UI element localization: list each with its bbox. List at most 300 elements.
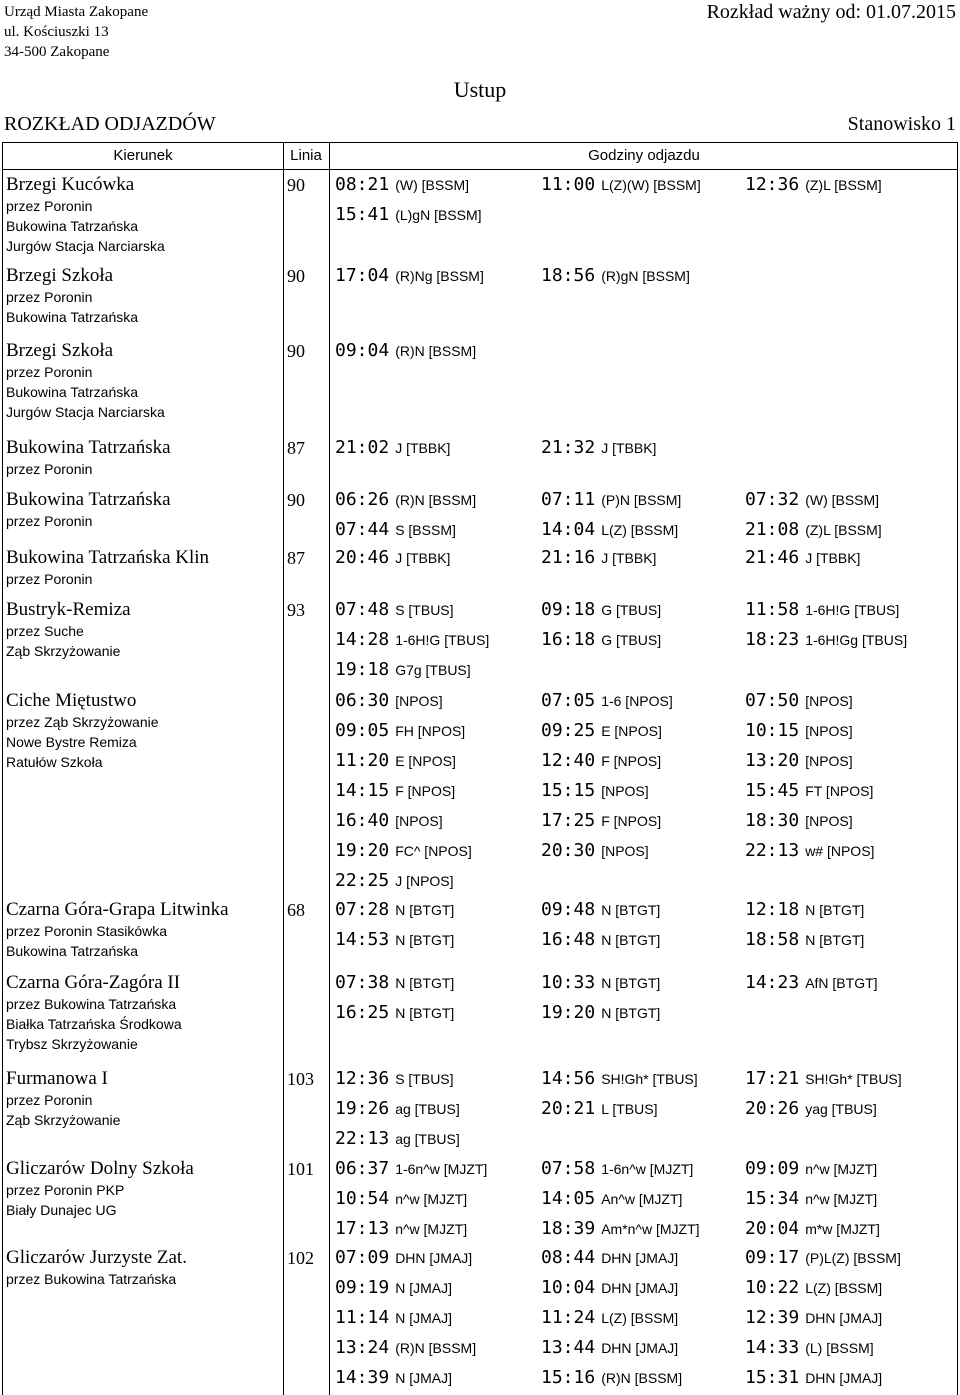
departure-marks: (L) [BSSM] <box>805 1340 874 1356</box>
route-direction <box>6 1068 282 1130</box>
departure-time: 19:26 <box>335 1098 390 1119</box>
via-stop: przez Poronin <box>6 571 93 587</box>
departure <box>335 547 450 570</box>
departure-row <box>333 1068 958 1098</box>
departure-time: 15:45 <box>745 780 800 801</box>
destination-name: Furmanowa I <box>6 1068 108 1089</box>
departure-times <box>333 174 958 234</box>
via-stop: przez Poronin <box>6 461 93 477</box>
departure-time: 12:18 <box>745 899 800 920</box>
departure <box>335 1002 454 1025</box>
departure-time: 11:58 <box>745 599 800 620</box>
departure-time: 14:23 <box>745 972 800 993</box>
departure-time: 21:46 <box>745 547 800 568</box>
departure-time: 14:04 <box>541 519 596 540</box>
departure-marks: (R)N [BSSM] <box>395 492 477 508</box>
departure-time: 07:11 <box>541 489 596 510</box>
departure <box>541 929 660 952</box>
via-stop: Bukowina Tatrzańska <box>6 384 139 400</box>
departure <box>335 870 454 893</box>
departure-times <box>333 690 958 900</box>
departure-time: 20:26 <box>745 1098 800 1119</box>
via-stop: Ząb Skrzyżowanie <box>6 1112 121 1128</box>
departure <box>745 840 874 863</box>
departure-marks: G [TBUS] <box>601 632 662 648</box>
departure <box>541 1218 700 1241</box>
departure <box>745 1337 874 1360</box>
departure-marks: n^w [MJZT] <box>805 1191 878 1207</box>
departure-marks: N [BTGT] <box>601 902 661 918</box>
departure-time: 09:18 <box>541 599 596 620</box>
departure-times <box>333 340 958 370</box>
departure <box>335 929 454 952</box>
departure <box>541 629 661 652</box>
departure-marks: (P)L(Z) [BSSM] <box>805 1250 901 1266</box>
departure-time: 06:30 <box>335 690 390 711</box>
departure-row <box>333 519 958 549</box>
departure-time: 13:24 <box>335 1337 390 1358</box>
via-stop: przez Suche <box>6 623 84 639</box>
departure <box>745 547 860 570</box>
via-stop: przez Poronin <box>6 198 93 214</box>
departure-time: 09:19 <box>335 1277 390 1298</box>
departure <box>335 437 450 460</box>
departure <box>745 780 873 803</box>
departure <box>541 1002 660 1025</box>
departure <box>335 1158 487 1181</box>
departure-marks: n^w [MJZT] <box>805 1161 878 1177</box>
destination-name: Brzegi Szkoła <box>6 340 114 361</box>
route-direction <box>6 1158 282 1220</box>
departure-marks: J [TBBK] <box>805 550 861 566</box>
departure <box>335 659 471 682</box>
departure-marks: L(Z)(W) [BSSM] <box>601 177 701 193</box>
stop-name: Ustup <box>453 77 507 102</box>
departure-time: 12:36 <box>335 1068 390 1089</box>
departure-marks: [NPOS] <box>805 723 853 739</box>
departure-time: 19:20 <box>335 840 390 861</box>
departure <box>541 750 661 773</box>
departure-row <box>333 1307 958 1337</box>
departure-marks: [NPOS] <box>395 813 443 829</box>
departure-marks: (P)N [BSSM] <box>601 492 682 508</box>
departure-row <box>333 340 958 370</box>
via-stop: Nowe Bystre Remiza <box>6 734 137 750</box>
departure-times <box>333 437 958 467</box>
departure <box>335 519 456 542</box>
departure-marks: FH [NPOS] <box>395 723 466 739</box>
departure-marks: [NPOS] <box>601 843 649 859</box>
departure-marks: N [BTGT] <box>805 902 865 918</box>
departure-marks: 1-6 [NPOS] <box>601 693 673 709</box>
departure <box>335 174 469 197</box>
departure-time: 15:31 <box>745 1367 800 1388</box>
departure <box>541 174 701 197</box>
departure <box>335 1277 452 1300</box>
departure-marks: (R)Ng [BSSM] <box>395 268 484 284</box>
departure-marks: J [NPOS] <box>395 873 454 889</box>
departure <box>541 265 690 288</box>
departure-marks: N [BTGT] <box>601 932 661 948</box>
destination-name: Bukowina Tatrzańska Klin <box>6 547 210 568</box>
departure-marks: N [BTGT] <box>805 932 865 948</box>
departure-time: 17:13 <box>335 1218 390 1239</box>
departure-marks: S [BSSM] <box>395 522 456 538</box>
departure <box>745 972 878 995</box>
departure-row <box>333 810 958 840</box>
departure-marks: 1-6H!G [TBUS] <box>395 632 490 648</box>
departure-marks: FT [NPOS] <box>805 783 874 799</box>
departure-time: 07:32 <box>745 489 800 510</box>
line-number: 103 <box>287 1069 314 1089</box>
departure <box>335 810 443 833</box>
departure <box>541 780 649 803</box>
departure-time: 10:22 <box>745 1277 800 1298</box>
departure-row <box>333 1218 958 1248</box>
departure-time: 09:04 <box>335 340 390 361</box>
departure-marks: [NPOS] <box>805 693 853 709</box>
via-stop: przez Bukowina Tatrzańska <box>6 996 177 1012</box>
route-direction <box>6 174 282 256</box>
departure-row <box>333 1247 958 1277</box>
departure-time: 20:46 <box>335 547 390 568</box>
departure-row <box>333 547 958 577</box>
departure <box>335 265 484 288</box>
departure-marks: N [BTGT] <box>395 902 455 918</box>
departure-time: 17:21 <box>745 1068 800 1089</box>
via-stop: przez Ząb Skrzyżowanie <box>6 714 159 730</box>
departure-time: 21:02 <box>335 437 390 458</box>
departure-time: 14:33 <box>745 1337 800 1358</box>
route-direction <box>6 340 282 422</box>
departure-times <box>333 972 958 1032</box>
via-stop: Bukowina Tatrzańska <box>6 218 139 234</box>
departure-row <box>333 489 958 519</box>
departure-marks: Am*n^w [MJZT] <box>601 1221 700 1237</box>
departure-row <box>333 659 958 689</box>
departure-row <box>333 750 958 780</box>
departure-time: 14:53 <box>335 929 390 950</box>
route-direction <box>6 489 282 531</box>
departure-marks: SH!Gh* [TBUS] <box>601 1071 698 1087</box>
departure-marks: (Z)L [BSSM] <box>805 522 882 538</box>
departure-times <box>333 899 958 959</box>
departure-marks: w# [NPOS] <box>805 843 875 859</box>
departure-marks: F [NPOS] <box>395 783 456 799</box>
departure <box>541 690 673 713</box>
departure-marks: E [NPOS] <box>395 753 456 769</box>
departure <box>541 1188 682 1211</box>
departure-marks: N [JMAJ] <box>395 1370 452 1386</box>
departure-time: 18:23 <box>745 629 800 650</box>
departure-marks: An^w [MJZT] <box>601 1191 683 1207</box>
column-divider <box>329 143 330 1395</box>
departure <box>335 720 465 743</box>
departure <box>541 1367 682 1390</box>
departure <box>335 780 455 803</box>
departure-time: 07:48 <box>335 599 390 620</box>
departure-time: 14:15 <box>335 780 390 801</box>
departure <box>335 629 489 652</box>
departure-marks: (L)gN [BSSM] <box>395 207 482 223</box>
route-direction <box>6 899 282 961</box>
departure-time: 16:25 <box>335 1002 390 1023</box>
departure-times <box>333 1068 958 1158</box>
departure-time: 06:37 <box>335 1158 390 1179</box>
departure-marks: FC^ [NPOS] <box>395 843 472 859</box>
departure <box>745 1158 877 1181</box>
departure <box>541 547 656 570</box>
departure-time: 12:39 <box>745 1307 800 1328</box>
departure <box>541 489 681 512</box>
departure-time: 10:15 <box>745 720 800 741</box>
departure <box>745 810 853 833</box>
departure-row <box>333 1158 958 1188</box>
departure <box>745 519 882 542</box>
departure <box>745 1247 901 1270</box>
departure-time: 19:18 <box>335 659 390 680</box>
departure-row <box>333 1337 958 1367</box>
departure-time: 13:20 <box>745 750 800 771</box>
departure-marks: [NPOS] <box>805 813 853 829</box>
departure-time: 18:30 <box>745 810 800 831</box>
destination-name: Bustryk-Remiza <box>6 599 131 620</box>
departure-row <box>333 1277 958 1307</box>
departure-marks: N [BTGT] <box>601 975 661 991</box>
departure-time: 07:05 <box>541 690 596 711</box>
line-number: 90 <box>287 175 305 195</box>
departure-marks: N [JMAJ] <box>395 1310 452 1326</box>
departure-row <box>333 690 958 720</box>
departure-marks: 1-6H!G [TBUS] <box>805 602 900 618</box>
departure <box>335 340 476 363</box>
departure-time: 14:39 <box>335 1367 390 1388</box>
departure-time: 16:18 <box>541 629 596 650</box>
departure-time: 11:00 <box>541 174 596 195</box>
departure-row <box>333 437 958 467</box>
departure-marks: SH!Gh* [TBUS] <box>805 1071 902 1087</box>
departure-time: 21:08 <box>745 519 800 540</box>
departure-marks: N [BTGT] <box>395 1005 455 1021</box>
departure <box>745 1098 877 1121</box>
destination-name: Ciche Miętustwo <box>6 690 137 711</box>
departure-time: 08:44 <box>541 1247 596 1268</box>
line-number: 90 <box>287 266 305 286</box>
departure-marks: DHN [JMAJ] <box>601 1250 679 1266</box>
departure-marks: [NPOS] <box>601 783 649 799</box>
departure-marks: G [TBUS] <box>601 602 662 618</box>
destination-name: Czarna Góra-Grapa Litwinka <box>6 899 229 920</box>
departure <box>745 174 882 197</box>
via-stop: przez Poronin <box>6 289 93 305</box>
via-stop: przez Poronin PKP <box>6 1182 125 1198</box>
departure-row <box>333 929 958 959</box>
departure-time: 15:34 <box>745 1188 800 1209</box>
route-direction <box>6 599 282 661</box>
departure-time: 18:39 <box>541 1218 596 1239</box>
table-header <box>3 143 957 170</box>
departure-marks: F [NPOS] <box>601 753 662 769</box>
departure-time: 08:21 <box>335 174 390 195</box>
departure-time: 12:36 <box>745 174 800 195</box>
departure-marks: L(Z) [BSSM] <box>601 522 679 538</box>
departure-times <box>333 1158 958 1248</box>
via-stop: Ząb Skrzyżowanie <box>6 643 121 659</box>
departure <box>541 1307 678 1330</box>
departure-marks: [NPOS] <box>805 753 853 769</box>
timetable <box>2 142 958 1395</box>
departure-row <box>333 899 958 929</box>
departure-row <box>333 265 958 295</box>
departure-time: 10:33 <box>541 972 596 993</box>
departure-marks: (W) [BSSM] <box>395 177 470 193</box>
via-stop: Bukowina Tatrzańska <box>6 309 139 325</box>
departure-time: 14:05 <box>541 1188 596 1209</box>
departure-time: 12:40 <box>541 750 596 771</box>
destination-name: Bukowina Tatrzańska <box>6 489 171 510</box>
line-number: 90 <box>287 490 305 510</box>
departure <box>745 720 853 743</box>
departure-times <box>333 1247 958 1395</box>
departure <box>745 1218 880 1241</box>
departure-marks: 1-6n^w [MJZT] <box>601 1161 694 1177</box>
departure <box>335 1128 460 1151</box>
departure <box>335 1247 472 1270</box>
departure <box>745 929 864 952</box>
destination-name: Brzegi Szkoła <box>6 265 114 286</box>
departure-time: 07:38 <box>335 972 390 993</box>
departure-row <box>333 972 958 1002</box>
departure-marks: G7g [TBUS] <box>395 662 471 678</box>
via-stop: Białka Tatrzańska Środkowa <box>6 1016 182 1032</box>
departure-time: 14:28 <box>335 629 390 650</box>
departure <box>745 750 853 773</box>
departure-marks: N [BTGT] <box>395 975 455 991</box>
departure <box>335 840 472 863</box>
valid-from: Rozkład ważny od: 01.07.2015 <box>706 1 956 23</box>
departure <box>541 972 660 995</box>
destination-name: Czarna Góra-Zagóra II <box>6 972 181 993</box>
departure <box>745 690 853 713</box>
departure-time: 19:20 <box>541 1002 596 1023</box>
issuer-street: ul. Kościuszki 13 <box>4 24 109 40</box>
departure-marks: m*w [MJZT] <box>805 1221 880 1237</box>
departure-time: 07:50 <box>745 690 800 711</box>
departure-marks: n^w [MJZT] <box>395 1191 468 1207</box>
departure <box>335 750 456 773</box>
departure <box>541 599 661 622</box>
departure-marks: DHN [JMAJ] <box>395 1250 473 1266</box>
departure-time: 18:56 <box>541 265 596 286</box>
departure-time: 17:04 <box>335 265 390 286</box>
route-direction <box>6 1247 282 1289</box>
via-stop: przez Poronin <box>6 1092 93 1108</box>
departure-time: 10:54 <box>335 1188 390 1209</box>
departure <box>541 840 649 863</box>
departure-time: 09:09 <box>745 1158 800 1179</box>
departure <box>335 899 454 922</box>
departure-time: 07:58 <box>541 1158 596 1179</box>
platform-label: Stanowisko 1 <box>847 113 956 135</box>
departure-time: 14:56 <box>541 1068 596 1089</box>
destination-name: Gliczarów Jurzyste Zat. <box>6 1247 187 1268</box>
departure-marks: n^w [MJZT] <box>395 1221 468 1237</box>
departure <box>335 1337 476 1360</box>
column-header-direction: Kierunek <box>113 147 173 164</box>
departure-row <box>333 1098 958 1128</box>
departure-marks: E [NPOS] <box>601 723 662 739</box>
departure <box>745 1277 882 1300</box>
departure <box>335 1068 454 1091</box>
departure-row <box>333 780 958 810</box>
departure-time: 11:24 <box>541 1307 596 1328</box>
departure-marks: J [TBBK] <box>395 550 451 566</box>
line-number: 101 <box>287 1159 314 1179</box>
departure-times <box>333 547 958 577</box>
line-number: 87 <box>287 438 305 458</box>
departure-time: 07:28 <box>335 899 390 920</box>
departure-time: 06:26 <box>335 489 390 510</box>
departure-time: 13:44 <box>541 1337 596 1358</box>
departure <box>335 1218 467 1241</box>
departure <box>745 899 864 922</box>
via-stop: Biały Dunajec UG <box>6 1202 117 1218</box>
departure-marks: N [BTGT] <box>601 1005 661 1021</box>
route-direction <box>6 265 282 327</box>
column-header-line: Linia <box>290 147 322 164</box>
departure-time: 21:16 <box>541 547 596 568</box>
departure-marks: DHN [JMAJ] <box>601 1280 679 1296</box>
departure-times <box>333 489 958 549</box>
departure <box>335 1367 452 1390</box>
departure-time: 09:17 <box>745 1247 800 1268</box>
departure <box>335 1098 460 1121</box>
departure-marks: F [NPOS] <box>601 813 662 829</box>
line-number: 87 <box>287 548 305 568</box>
departure-marks: N [JMAJ] <box>395 1280 452 1296</box>
departure-row <box>333 599 958 629</box>
departure-marks: ag [TBUS] <box>395 1131 460 1147</box>
departure <box>541 519 678 542</box>
departure <box>745 599 899 622</box>
departure <box>335 1188 467 1211</box>
departure-time: 15:41 <box>335 204 390 225</box>
departure <box>541 1337 678 1360</box>
route-direction <box>6 437 282 479</box>
departure-time: 22:25 <box>335 870 390 891</box>
departure-time: 09:25 <box>541 720 596 741</box>
departure <box>335 204 482 227</box>
departure-time: 16:48 <box>541 929 596 950</box>
via-stop: Jurgów Stacja Narciarska <box>6 238 165 254</box>
departure <box>335 489 476 512</box>
departure <box>541 720 662 743</box>
departure-row <box>333 1367 958 1395</box>
departure <box>541 1247 678 1270</box>
destination-name: Brzegi Kucówka <box>6 174 135 195</box>
departure-marks: J [TBBK] <box>601 440 657 456</box>
departure-marks: DHN [JMAJ] <box>805 1370 883 1386</box>
departure-marks: (R)N [BSSM] <box>601 1370 683 1386</box>
departure-row <box>333 1188 958 1218</box>
column-divider <box>283 143 284 1395</box>
departure <box>335 1307 452 1330</box>
departure-marks: L(Z) [BSSM] <box>805 1280 883 1296</box>
departure-time: 10:04 <box>541 1277 596 1298</box>
departure-marks: DHN [JMAJ] <box>805 1310 883 1326</box>
departure <box>541 899 660 922</box>
departure-marks: yag [TBUS] <box>805 1101 877 1117</box>
